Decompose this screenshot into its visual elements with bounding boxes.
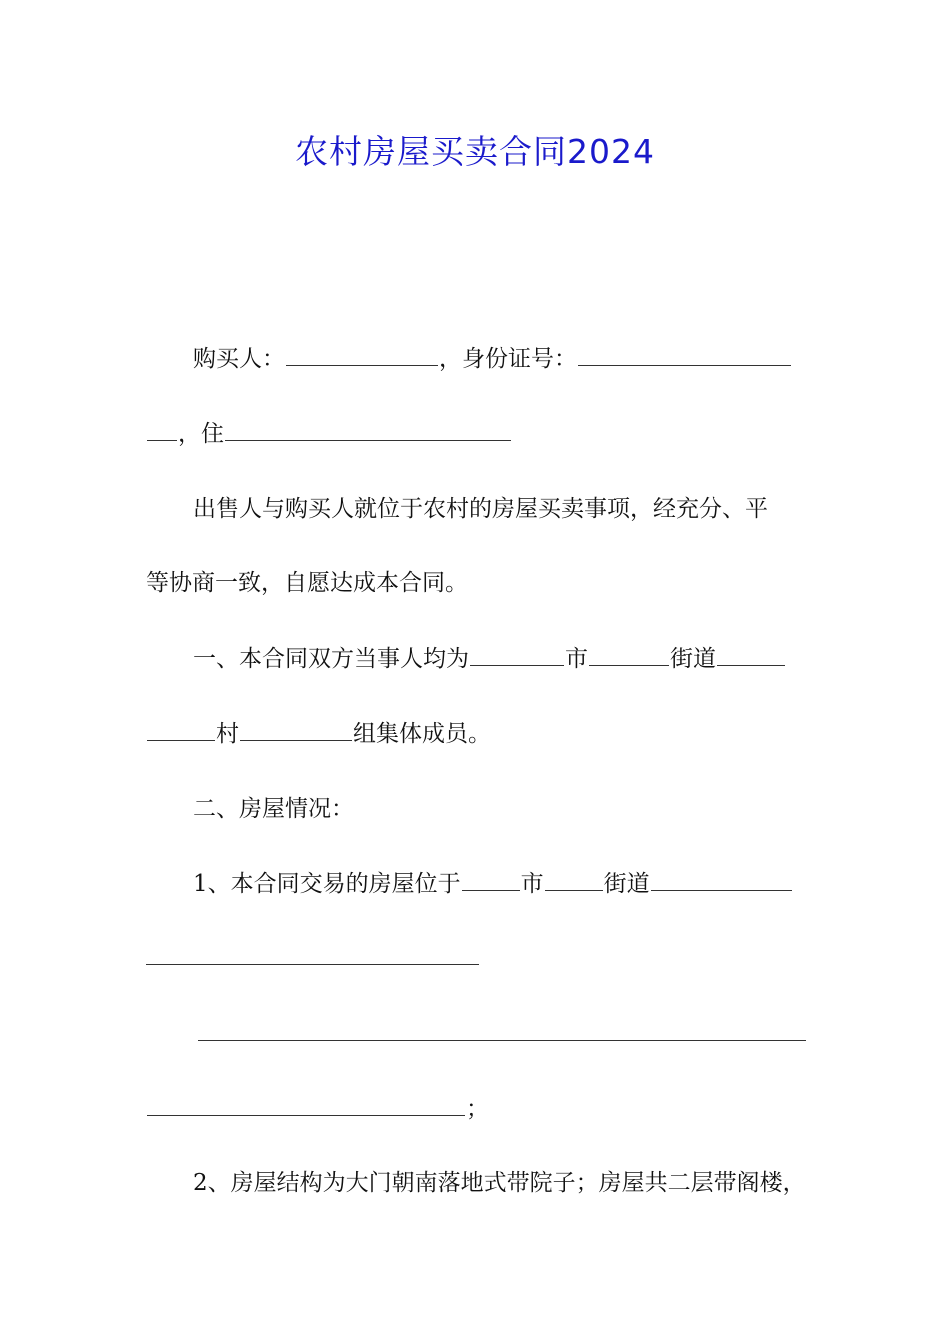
- item-1-city-blank[interactable]: [462, 872, 520, 891]
- clause-2-item-1-line: [193, 867, 793, 901]
- buyer-id-label: ，身份证号：: [439, 346, 577, 372]
- buyer-line: [193, 342, 792, 376]
- buyer-id-blank[interactable]: [578, 347, 791, 366]
- city-blank[interactable]: [470, 647, 564, 666]
- clause-1-line-2: [146, 717, 491, 751]
- street-label: 街道: [670, 646, 716, 672]
- address-blank-line-2[interactable]: [146, 964, 479, 965]
- buyer-address-blank[interactable]: [225, 422, 511, 441]
- buyer-id-blank-continued[interactable]: [147, 422, 177, 441]
- item-1-street-blank[interactable]: [545, 872, 603, 891]
- page-title: 农村房屋买卖合同2024: [295, 132, 655, 171]
- address-blank-line-4: [146, 1092, 489, 1126]
- city-label: 市: [565, 646, 588, 672]
- clause-2-heading: 二、房屋情况：: [193, 796, 354, 822]
- address-blank-line-3[interactable]: [198, 1040, 806, 1041]
- clause-1-prefix: 一、本合同双方当事人均为: [193, 646, 469, 672]
- clause-1-line-1: [193, 642, 786, 676]
- buyer-address-line: [146, 417, 512, 451]
- clause-2-item-2-line: 2、房屋结构为大门朝南落地式带院子；房屋共二层带阁楼，: [193, 1170, 806, 1196]
- intro-line-2: 等协商一致，自愿达成本合同。: [146, 570, 468, 596]
- group-blank[interactable]: [240, 722, 352, 741]
- village-blank[interactable]: [147, 722, 215, 741]
- street-blank[interactable]: [589, 647, 669, 666]
- item-1-prefix: 1、本合同交易的房屋位于: [193, 871, 461, 897]
- item-1-end: ；: [466, 1096, 489, 1122]
- item-1-street-label: 街道: [603, 871, 650, 897]
- buyer-label: 购买人：: [193, 346, 285, 372]
- buyer-address-label: ，住: [178, 421, 224, 447]
- street-name-blank[interactable]: [717, 647, 785, 666]
- intro-line-1: 出售人与购买人就位于农村的房屋买卖事项，经充分、平: [193, 496, 768, 522]
- item-1-address-blank[interactable]: [651, 872, 792, 891]
- village-label: 村: [216, 721, 239, 747]
- address-blank-final[interactable]: [147, 1097, 465, 1116]
- group-suffix: 组集体成员。: [353, 721, 491, 747]
- item-1-city-label: 市: [520, 871, 544, 897]
- buyer-name-blank[interactable]: [286, 347, 438, 366]
